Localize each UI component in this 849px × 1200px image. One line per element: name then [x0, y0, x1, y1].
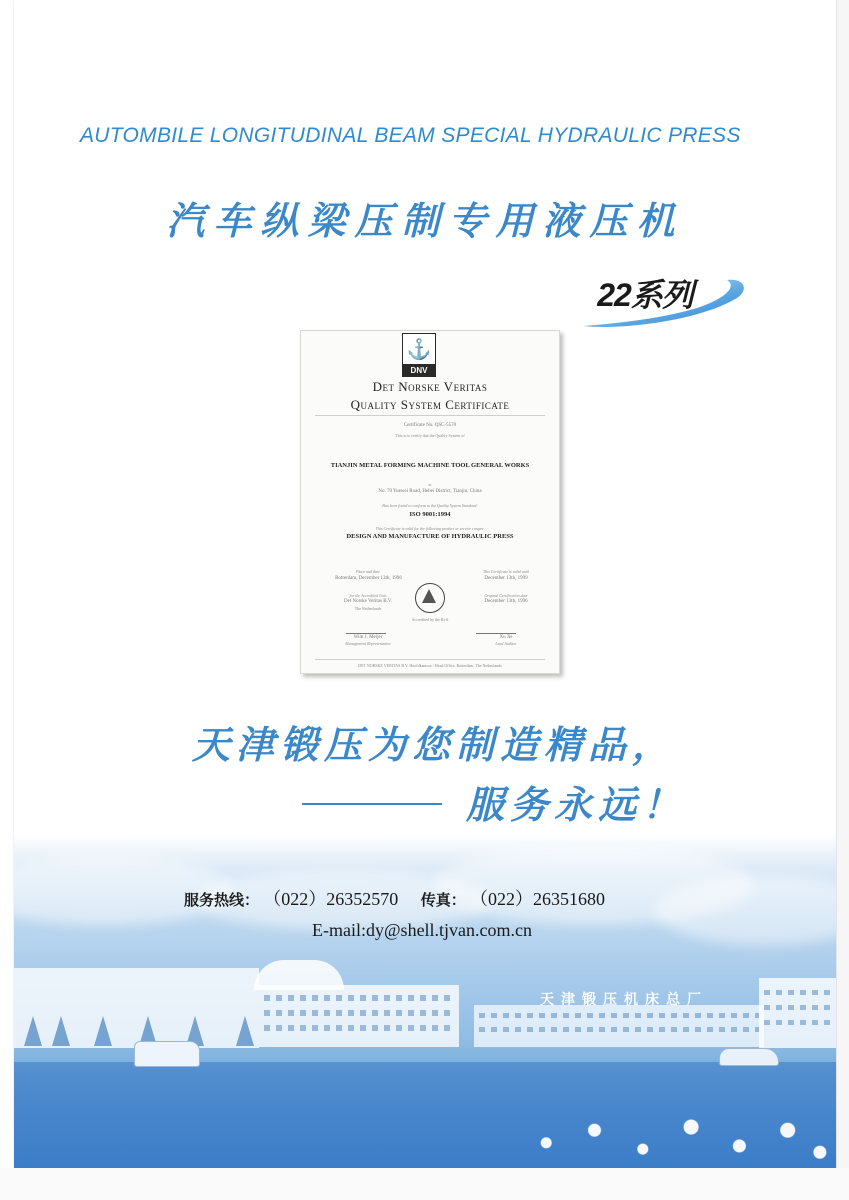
cert-place-date: Rotterdam, December 13th, 1996 — [335, 576, 402, 581]
brochure-page — [14, 0, 836, 1168]
tree-icon — [52, 1016, 70, 1046]
cert-unit-country: The Netherlands — [354, 606, 382, 611]
cert-original-date: December 13th, 1996 — [484, 599, 528, 604]
cert-title: Quality System Certificate — [350, 397, 510, 412]
chinese-title: 汽车纵梁压制专用液压机 — [166, 198, 684, 243]
cert-standard: ISO 9001:1994 — [409, 511, 451, 518]
van-icon — [134, 1041, 200, 1067]
cert-footer: DET NORSKE VERITAS B.V. Hoofdkantoor / Head Office, Rotterdam, The Netherlands — [358, 663, 502, 668]
flowers-foreground — [514, 1105, 836, 1168]
cert-conform: Has been found to conform to the Quality System Standard: — [382, 503, 478, 508]
fax-number: （022）26351680 — [470, 889, 606, 909]
page-edge-bottom — [0, 1168, 849, 1200]
cert-valid-until: December 13th, 1999 — [484, 576, 528, 581]
dnv-logo — [402, 333, 436, 377]
hotline-number: （022）26352570 — [263, 889, 399, 909]
factory-hall-left — [14, 968, 259, 1048]
cert-signer-right: Xu Jie — [499, 635, 513, 640]
hotline-label: 服务热线： — [184, 891, 260, 909]
cert-unit-name: Det Norske Veritas B.V. — [343, 599, 392, 604]
fax-label: 传真： — [420, 891, 466, 909]
email-address: E-mail:dy@shell.tjvan.com.cn — [312, 920, 533, 940]
tree-icon — [94, 1016, 112, 1046]
office-building — [474, 1005, 764, 1047]
cert-organization: Det Norske Veritas — [372, 379, 488, 394]
cert-signer-right-role: Lead Auditor — [495, 641, 517, 646]
tree-icon — [236, 1016, 254, 1046]
cert-number: Certificate No. QSC-5570 — [403, 423, 457, 428]
slogan-dash — [302, 803, 442, 805]
cert-intro: This is to certify that the Quality System of — [395, 433, 465, 438]
series-label: 22系列 — [597, 277, 693, 313]
cert-valid-until-label: This Certificate is valid until — [483, 569, 529, 574]
page-edge-right — [836, 0, 849, 1200]
cert-place-label: Place and date — [356, 569, 380, 574]
car-icon — [719, 1048, 779, 1066]
slogan-line-2: 服务永远！ — [466, 782, 687, 827]
cert-footer-rule — [315, 659, 545, 660]
tall-building-right — [759, 978, 836, 1048]
cert-valid-text: This Certificate is valid for the following product or service ranges: — [375, 526, 485, 531]
cert-signer-left: Wim J. Meijer — [353, 635, 383, 640]
cert-original-label: Original Certification date — [484, 593, 528, 598]
ship-icon: ⚓ — [402, 333, 436, 365]
rva-seal-icon — [415, 583, 445, 613]
left-signature — [346, 621, 386, 634]
dnv-logo-text: DNV — [402, 365, 436, 377]
right-signature — [476, 621, 516, 634]
dnv-certificate — [300, 330, 560, 674]
cert-company: TIANJIN METAL FORMING MACHINE TOOL GENERAL WORKS — [330, 462, 530, 469]
slogan-line-1: 天津锻压为您制造精品， — [192, 722, 677, 767]
cert-address: No. 70 Yuewei Road, Hebei District, Tianjin, China — [378, 489, 482, 494]
cert-at: at — [428, 482, 432, 487]
english-title: AUTOMBILE LONGITUDINAL BEAM SPECIAL HYDRAULIC PRESS — [80, 124, 741, 147]
cert-scope: DESIGN AND MANUFACTURE OF HYDRAULIC PRESS — [346, 533, 514, 540]
factory-sign: 天津锻压机床总厂 — [540, 992, 708, 1008]
cert-rule — [315, 415, 545, 416]
cert-accredited: Accredited by the RvA — [411, 617, 449, 622]
contact-line — [184, 885, 744, 911]
tree-icon — [24, 1016, 42, 1046]
cert-signer-left-role: Management Representative — [345, 641, 391, 646]
cert-for-label: for the Accredited Unit — [349, 593, 387, 598]
